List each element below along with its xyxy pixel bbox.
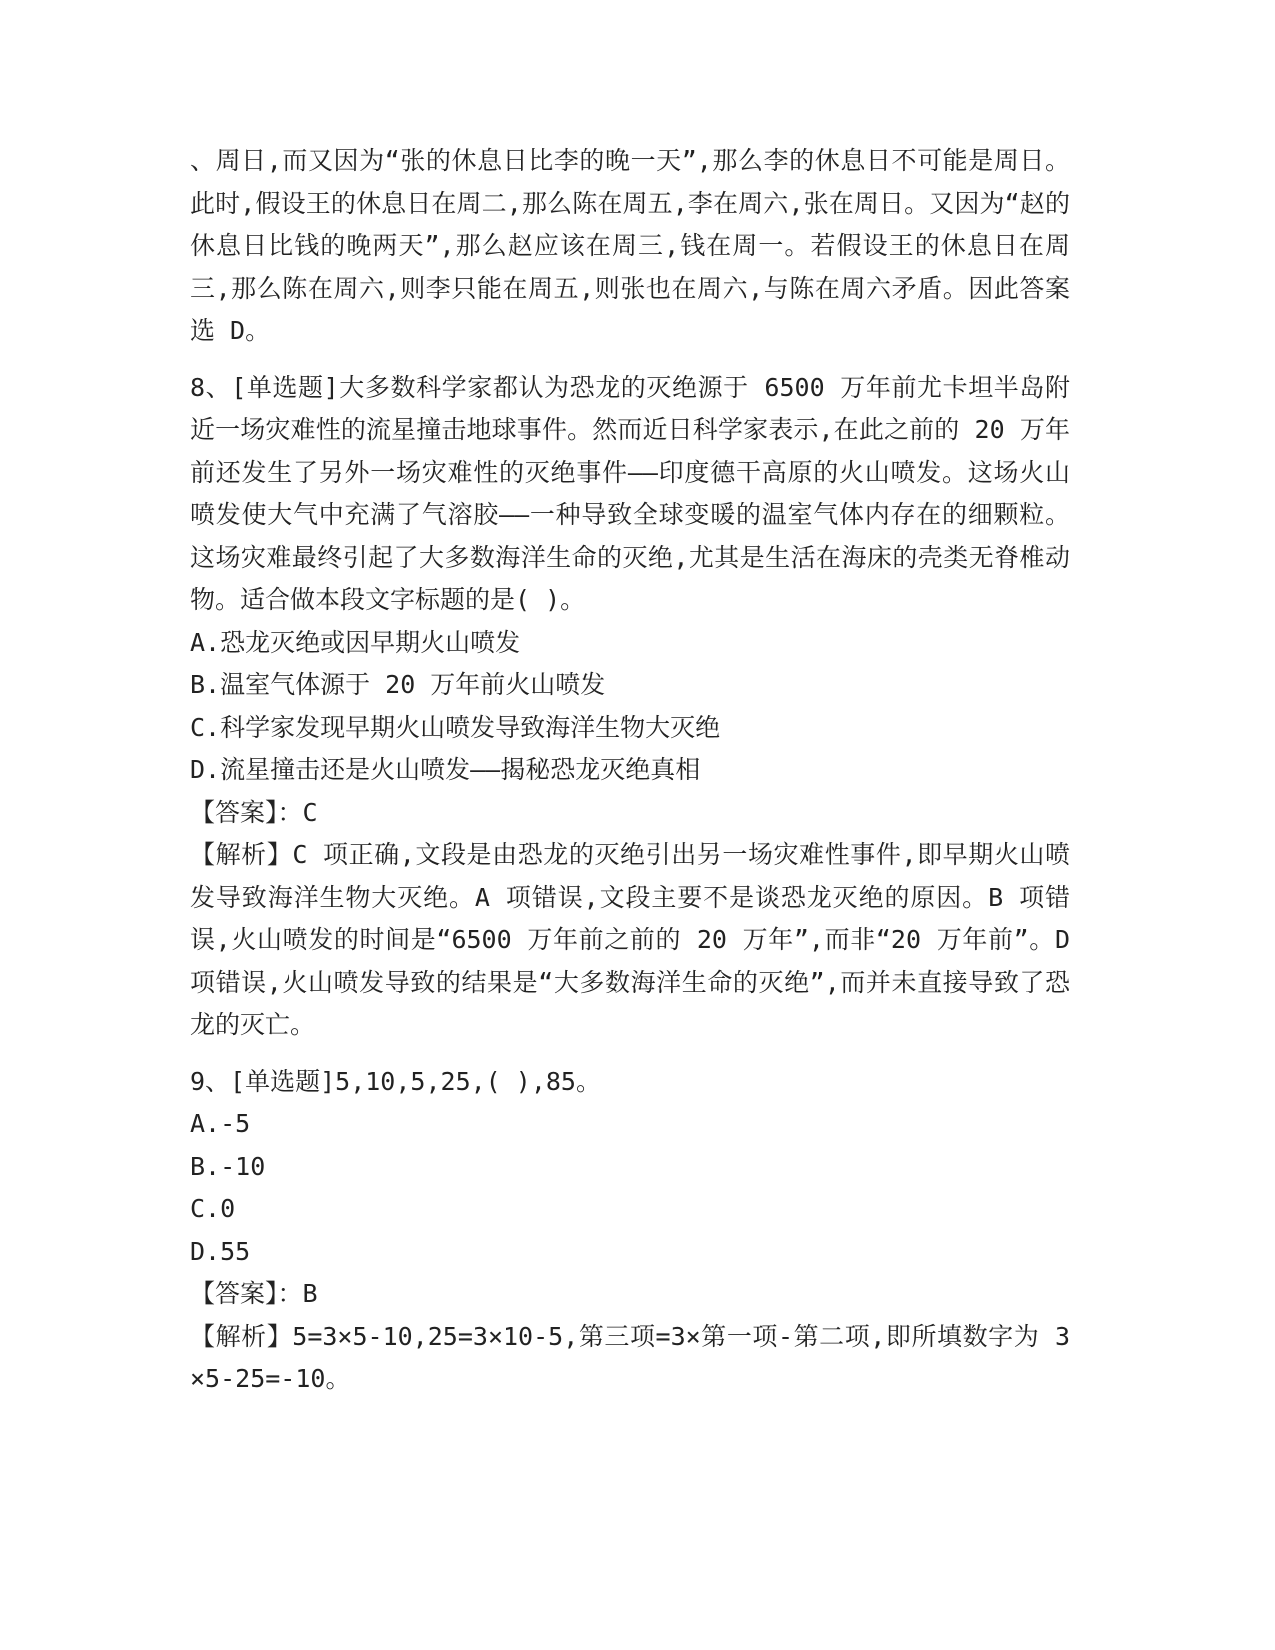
question-8 [190, 367, 1070, 1047]
q9-explanation: 【解析】5=3×5-10,25=3×10-5,第三项=3×第一项-第二项,即所填数字为 3×5-25=-10。 [190, 1321, 1070, 1393]
q9-option-c: C.0 [190, 1194, 236, 1223]
q7-explanation-continued: 、周日,而又因为“张的休息日比李的晚一天”,那么李的休息日不可能是周日。此时,假设王的休息日在周二,那么陈在周五,李在周六,张在周日。又因为“赵的休息日比钱的晚两天”,那么赵应该在周三,钱在周一。若假设王的休息日在周三,那么陈在周六,则李只能在周五,则张也在周六,与陈在周六矛盾。因此答案选 D。 [190, 146, 1070, 345]
q9-option-d: D.55 [190, 1236, 251, 1266]
q8-answer: 【答案】：C [190, 797, 318, 827]
q8-explanation: 【解析】C 项正确,文段是由恐龙的灭绝引出另一场灾难性事件,即早期火山喷发导致海洋生物大灭绝。A 项错误,文段主要不是谈恐龙灭绝的原因。B 项错误,火山喷发的时间是“6500 万年前之前的 20 万年”,而非“20 万年前”。D 项错误,火山喷发导致的结果是“大多数海洋生命的灭绝”,而并未直接导致了恐龙的灭亡。 [190, 840, 1070, 1039]
question-9 [190, 1061, 1070, 1401]
q8-option-b: B.温室气体源于 20 万年前火山喷发 [190, 670, 606, 699]
q9-answer: 【答案】：B [190, 1279, 318, 1308]
document-body [190, 140, 1070, 1401]
spacer [190, 353, 1070, 367]
q9-stem: 9、[单选题]5,10,5,25,( ),85。 [190, 1066, 601, 1096]
q8-option-c: C.科学家发现早期火山喷发导致海洋生物大灭绝 [190, 712, 721, 742]
spacer [190, 1047, 1070, 1061]
q8-stem: 8、[单选题]大多数科学家都认为恐龙的灭绝源于 6500 万年前尤卡坦半岛附近一场灾难性的流星撞击地球事件。然而近日科学家表示,在此之前的 20 万年前还发生了另外一场灾难性的灭绝事件——印度德干高原的火山喷发。这场火山喷发使大气中充满了气溶胶——一种导致全球变暖的温室气体内存在的细颗粒。这场灾难最终引起了大多数海洋生命的灭绝,尤其是生活在海床的壳类无脊椎动物。适合做本段文字标题的是( )。 [190, 372, 1070, 614]
q8-option-d: D.流星撞击还是火山喷发——揭秘恐龙灭绝真相 [190, 755, 701, 784]
q9-option-b: B.-10 [190, 1151, 266, 1181]
q9-option-a: A.-5 [190, 1109, 251, 1138]
q8-option-a: A.恐龙灭绝或因早期火山喷发 [190, 627, 521, 657]
